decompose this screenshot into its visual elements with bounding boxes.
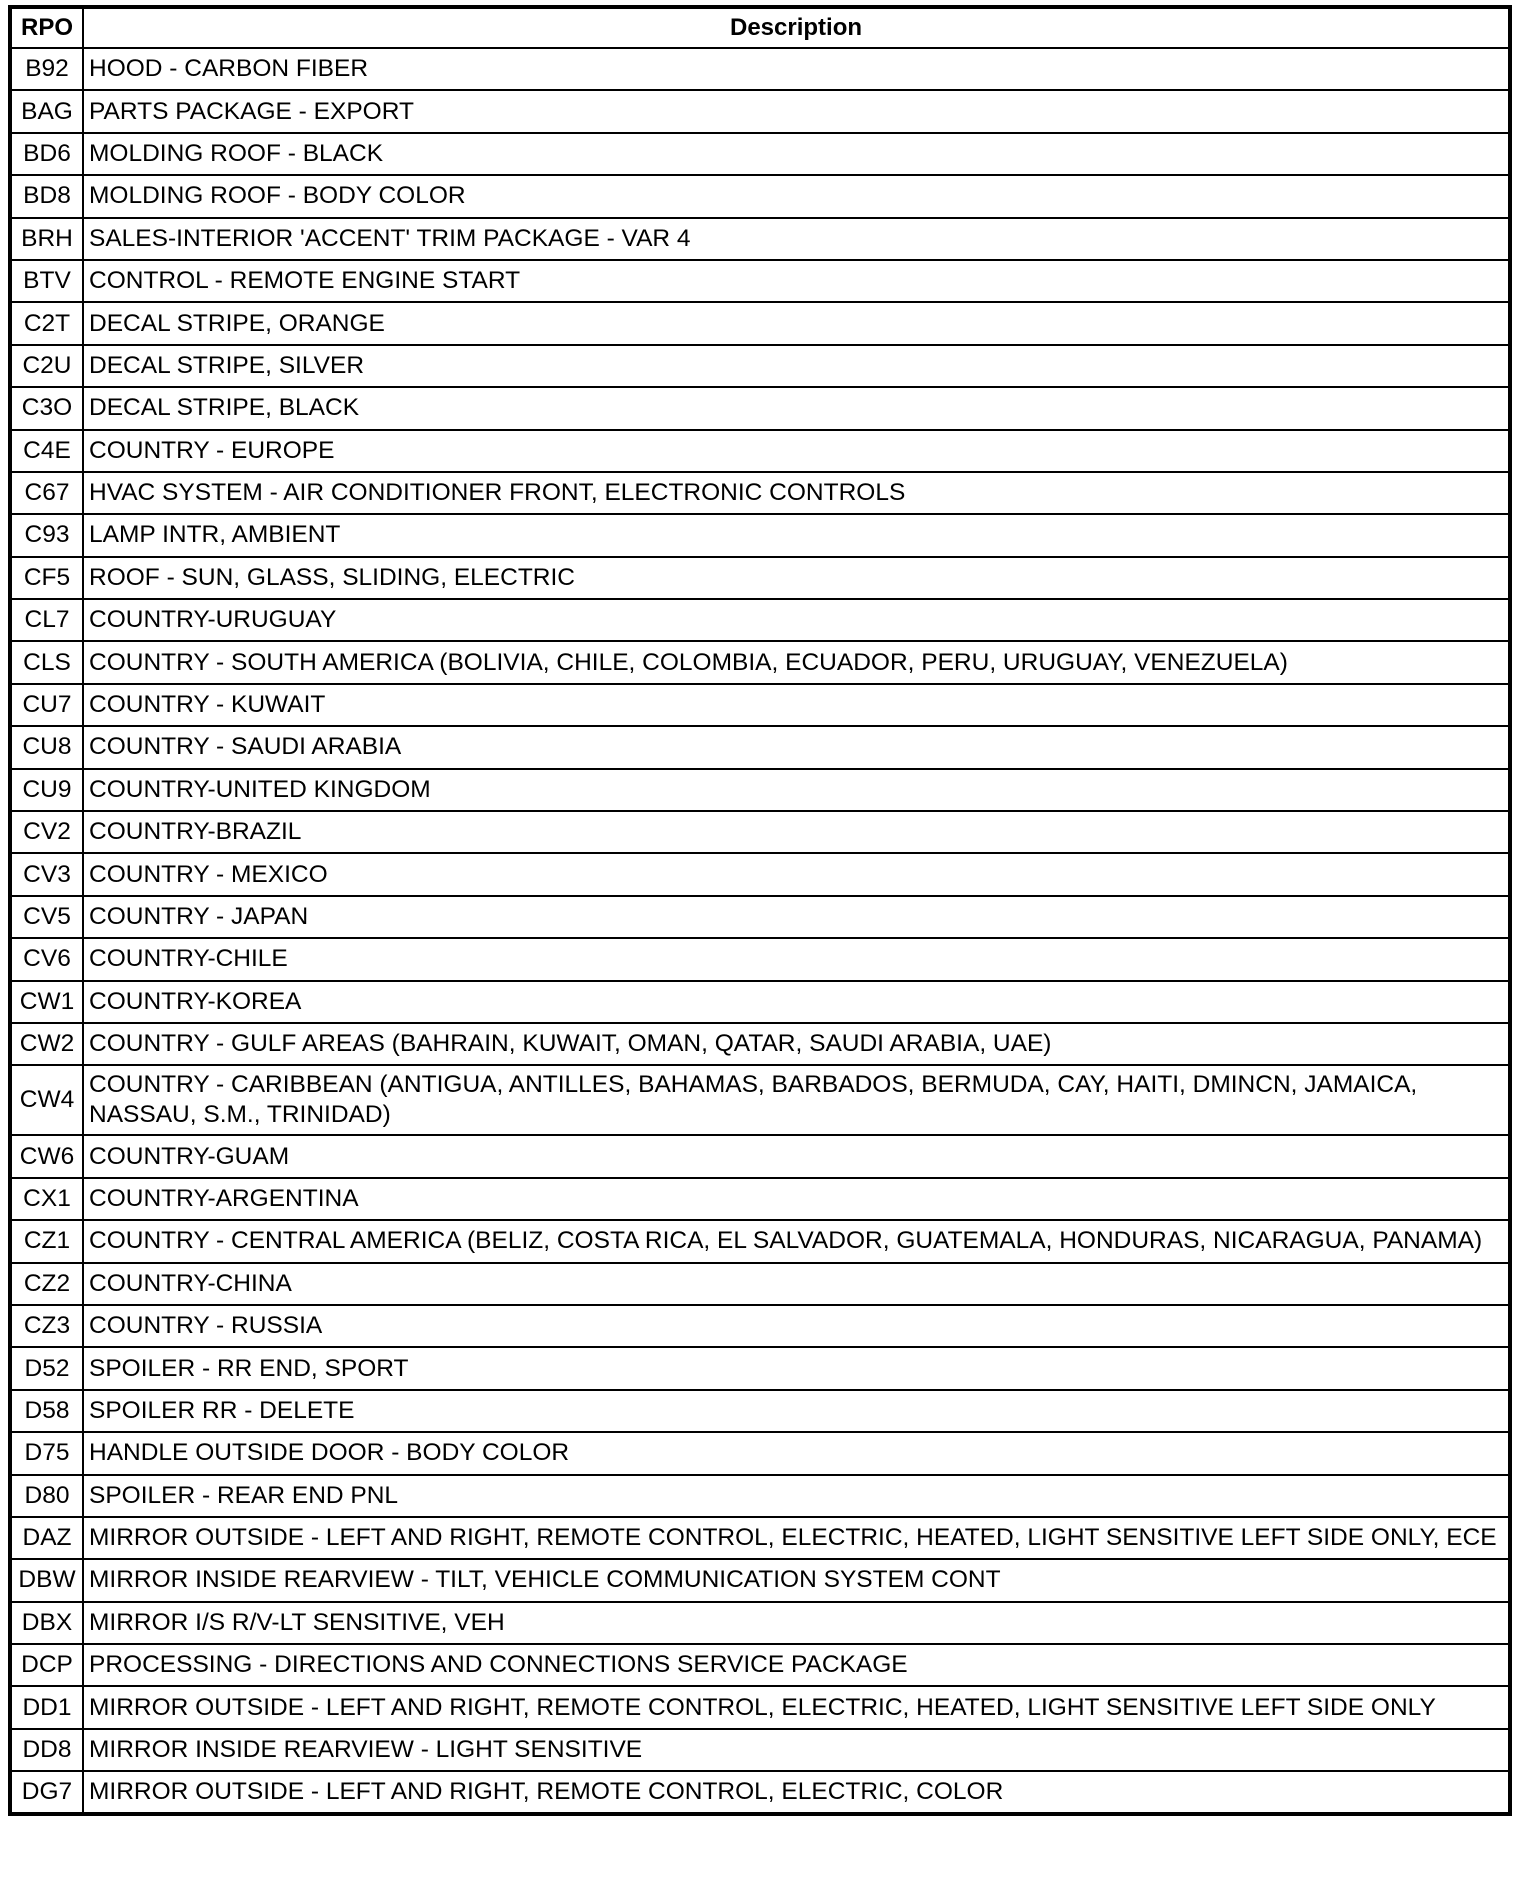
table-row [10,1135,1510,1177]
rpo-code-cell: CX1 [10,1178,83,1220]
description-cell: COUNTRY - CENTRAL AMERICA (BELIZ, COSTA RICA, EL SALVADOR, GUATEMALA, HONDURAS, NICARAGUA, PANAMA) [83,1220,1510,1262]
description-cell: COUNTRY-ARGENTINA [83,1178,1510,1220]
table-row [10,218,1510,260]
description-cell: COUNTRY-GUAM [83,1135,1510,1177]
description-cell: COUNTRY-URUGUAY [83,599,1510,641]
description-cell: COUNTRY - GULF AREAS (BAHRAIN, KUWAIT, OMAN, QATAR, SAUDI ARABIA, UAE) [83,1023,1510,1065]
table-row [10,48,1510,90]
table-row [10,387,1510,429]
description-cell: COUNTRY-BRAZIL [83,811,1510,853]
table-row [10,769,1510,811]
rpo-table [8,5,1512,1816]
rpo-code-cell: D52 [10,1347,83,1389]
rpo-code-cell: C2U [10,345,83,387]
rpo-code-cell: CW4 [10,1065,83,1135]
table-row [10,1644,1510,1686]
description-cell: DECAL STRIPE, ORANGE [83,302,1510,344]
description-cell: ROOF - SUN, GLASS, SLIDING, ELECTRIC [83,557,1510,599]
table-row [10,133,1510,175]
table-row [10,430,1510,472]
description-cell: COUNTRY - EUROPE [83,430,1510,472]
description-cell: DECAL STRIPE, SILVER [83,345,1510,387]
description-cell: COUNTRY-CHINA [83,1263,1510,1305]
description-cell: HVAC SYSTEM - AIR CONDITIONER FRONT, ELECTRONIC CONTROLS [83,472,1510,514]
description-cell: COUNTRY - MEXICO [83,853,1510,895]
description-cell: COUNTRY - KUWAIT [83,684,1510,726]
table-row [10,1305,1510,1347]
rpo-code-cell: C67 [10,472,83,514]
rpo-code-cell: BD6 [10,133,83,175]
description-cell: MIRROR OUTSIDE - LEFT AND RIGHT, REMOTE CONTROL, ELECTRIC, HEATED, LIGHT SENSITIVE LEFT SIDE ONLY [83,1686,1510,1728]
table-row [10,811,1510,853]
description-cell: COUNTRY - JAPAN [83,896,1510,938]
rpo-code-cell: CU7 [10,684,83,726]
rpo-code-cell: D80 [10,1475,83,1517]
table-body [10,48,1510,1814]
rpo-code-cell: CV2 [10,811,83,853]
rpo-code-cell: CZ2 [10,1263,83,1305]
rpo-code-cell: DAZ [10,1517,83,1559]
description-cell: COUNTRY-CHILE [83,938,1510,980]
rpo-code-cell: D75 [10,1432,83,1474]
rpo-code-cell: C4E [10,430,83,472]
rpo-code-cell: CV5 [10,896,83,938]
rpo-code-cell: CZ3 [10,1305,83,1347]
table-row [10,684,1510,726]
table-row [10,1178,1510,1220]
table-row [10,1220,1510,1262]
rpo-code-cell: DG7 [10,1771,83,1813]
rpo-code-cell: DBX [10,1602,83,1644]
description-cell: COUNTRY-KOREA [83,981,1510,1023]
description-cell: COUNTRY - CARIBBEAN (ANTIGUA, ANTILLES, BAHAMAS, BARBADOS, BERMUDA, CAY, HAITI, DMINCN, JAMAICA, NASSAU, S.M., TRINIDAD) [83,1065,1510,1135]
rpo-code-cell: DD8 [10,1729,83,1771]
table-row [10,1475,1510,1517]
header-row [10,7,1510,48]
description-column-header: Description [83,7,1510,48]
table-row [10,1263,1510,1305]
description-cell: SALES-INTERIOR 'ACCENT' TRIM PACKAGE - VAR 4 [83,218,1510,260]
table-row [10,1432,1510,1474]
description-cell: COUNTRY - SAUDI ARABIA [83,726,1510,768]
description-cell: COUNTRY - SOUTH AMERICA (BOLIVIA, CHILE, COLOMBIA, ECUADOR, PERU, URUGUAY, VENEZUELA) [83,641,1510,683]
table-row [10,1517,1510,1559]
table-row [10,1771,1510,1813]
rpo-code-cell: BTV [10,260,83,302]
description-cell: HOOD - CARBON FIBER [83,48,1510,90]
rpo-code-cell: CL7 [10,599,83,641]
rpo-code-cell: BAG [10,90,83,132]
rpo-code-cell: C3O [10,387,83,429]
rpo-code-cell: CV6 [10,938,83,980]
rpo-code-cell: C2T [10,302,83,344]
description-cell: MIRROR OUTSIDE - LEFT AND RIGHT, REMOTE CONTROL, ELECTRIC, COLOR [83,1771,1510,1813]
table-row [10,853,1510,895]
rpo-code-cell: BD8 [10,175,83,217]
description-cell: SPOILER - RR END, SPORT [83,1347,1510,1389]
table-row [10,641,1510,683]
table-row [10,90,1510,132]
table-row [10,599,1510,641]
rpo-code-cell: DD1 [10,1686,83,1728]
table-row [10,1686,1510,1728]
rpo-code-cell: CF5 [10,557,83,599]
rpo-column-header: RPO [10,7,83,48]
rpo-code-cell: CW6 [10,1135,83,1177]
description-cell: HANDLE OUTSIDE DOOR - BODY COLOR [83,1432,1510,1474]
description-cell: MIRROR I/S R/V-LT SENSITIVE, VEH [83,1602,1510,1644]
table-header [10,7,1510,48]
description-cell: CONTROL - REMOTE ENGINE START [83,260,1510,302]
description-cell: MIRROR OUTSIDE - LEFT AND RIGHT, REMOTE CONTROL, ELECTRIC, HEATED, LIGHT SENSITIVE LEFT SIDE ONLY, ECE [83,1517,1510,1559]
description-cell: SPOILER RR - DELETE [83,1390,1510,1432]
rpo-code-cell: BRH [10,218,83,260]
description-cell: DECAL STRIPE, BLACK [83,387,1510,429]
rpo-code-cell: CW1 [10,981,83,1023]
description-cell: SPOILER - REAR END PNL [83,1475,1510,1517]
rpo-code-cell: CU8 [10,726,83,768]
table-row [10,896,1510,938]
rpo-code-cell: CU9 [10,769,83,811]
table-row [10,175,1510,217]
rpo-code-cell: DCP [10,1644,83,1686]
description-cell: COUNTRY-UNITED KINGDOM [83,769,1510,811]
rpo-code-cell: CLS [10,641,83,683]
rpo-code-cell: CV3 [10,853,83,895]
rpo-code-cell: B92 [10,48,83,90]
table-row [10,938,1510,980]
table-row [10,1390,1510,1432]
table-row [10,557,1510,599]
rpo-code-cell: CZ1 [10,1220,83,1262]
table-row [10,514,1510,556]
description-cell: MIRROR INSIDE REARVIEW - LIGHT SENSITIVE [83,1729,1510,1771]
description-cell: MOLDING ROOF - BODY COLOR [83,175,1510,217]
table-row [10,981,1510,1023]
description-cell: PROCESSING - DIRECTIONS AND CONNECTIONS SERVICE PACKAGE [83,1644,1510,1686]
rpo-code-cell: D58 [10,1390,83,1432]
table-row [10,1347,1510,1389]
table-row [10,726,1510,768]
table-row [10,1602,1510,1644]
table-row [10,260,1510,302]
description-cell: COUNTRY - RUSSIA [83,1305,1510,1347]
description-cell: MIRROR INSIDE REARVIEW - TILT, VEHICLE COMMUNICATION SYSTEM CONT [83,1559,1510,1601]
table-row [10,1023,1510,1065]
rpo-code-cell: C93 [10,514,83,556]
description-cell: PARTS PACKAGE - EXPORT [83,90,1510,132]
table-row [10,1729,1510,1771]
table-row [10,472,1510,514]
table-row [10,1559,1510,1601]
table-row [10,1065,1510,1135]
table-row [10,345,1510,387]
table-row [10,302,1510,344]
description-cell: LAMP INTR, AMBIENT [83,514,1510,556]
description-cell: MOLDING ROOF - BLACK [83,133,1510,175]
rpo-code-cell: DBW [10,1559,83,1601]
rpo-code-cell: CW2 [10,1023,83,1065]
